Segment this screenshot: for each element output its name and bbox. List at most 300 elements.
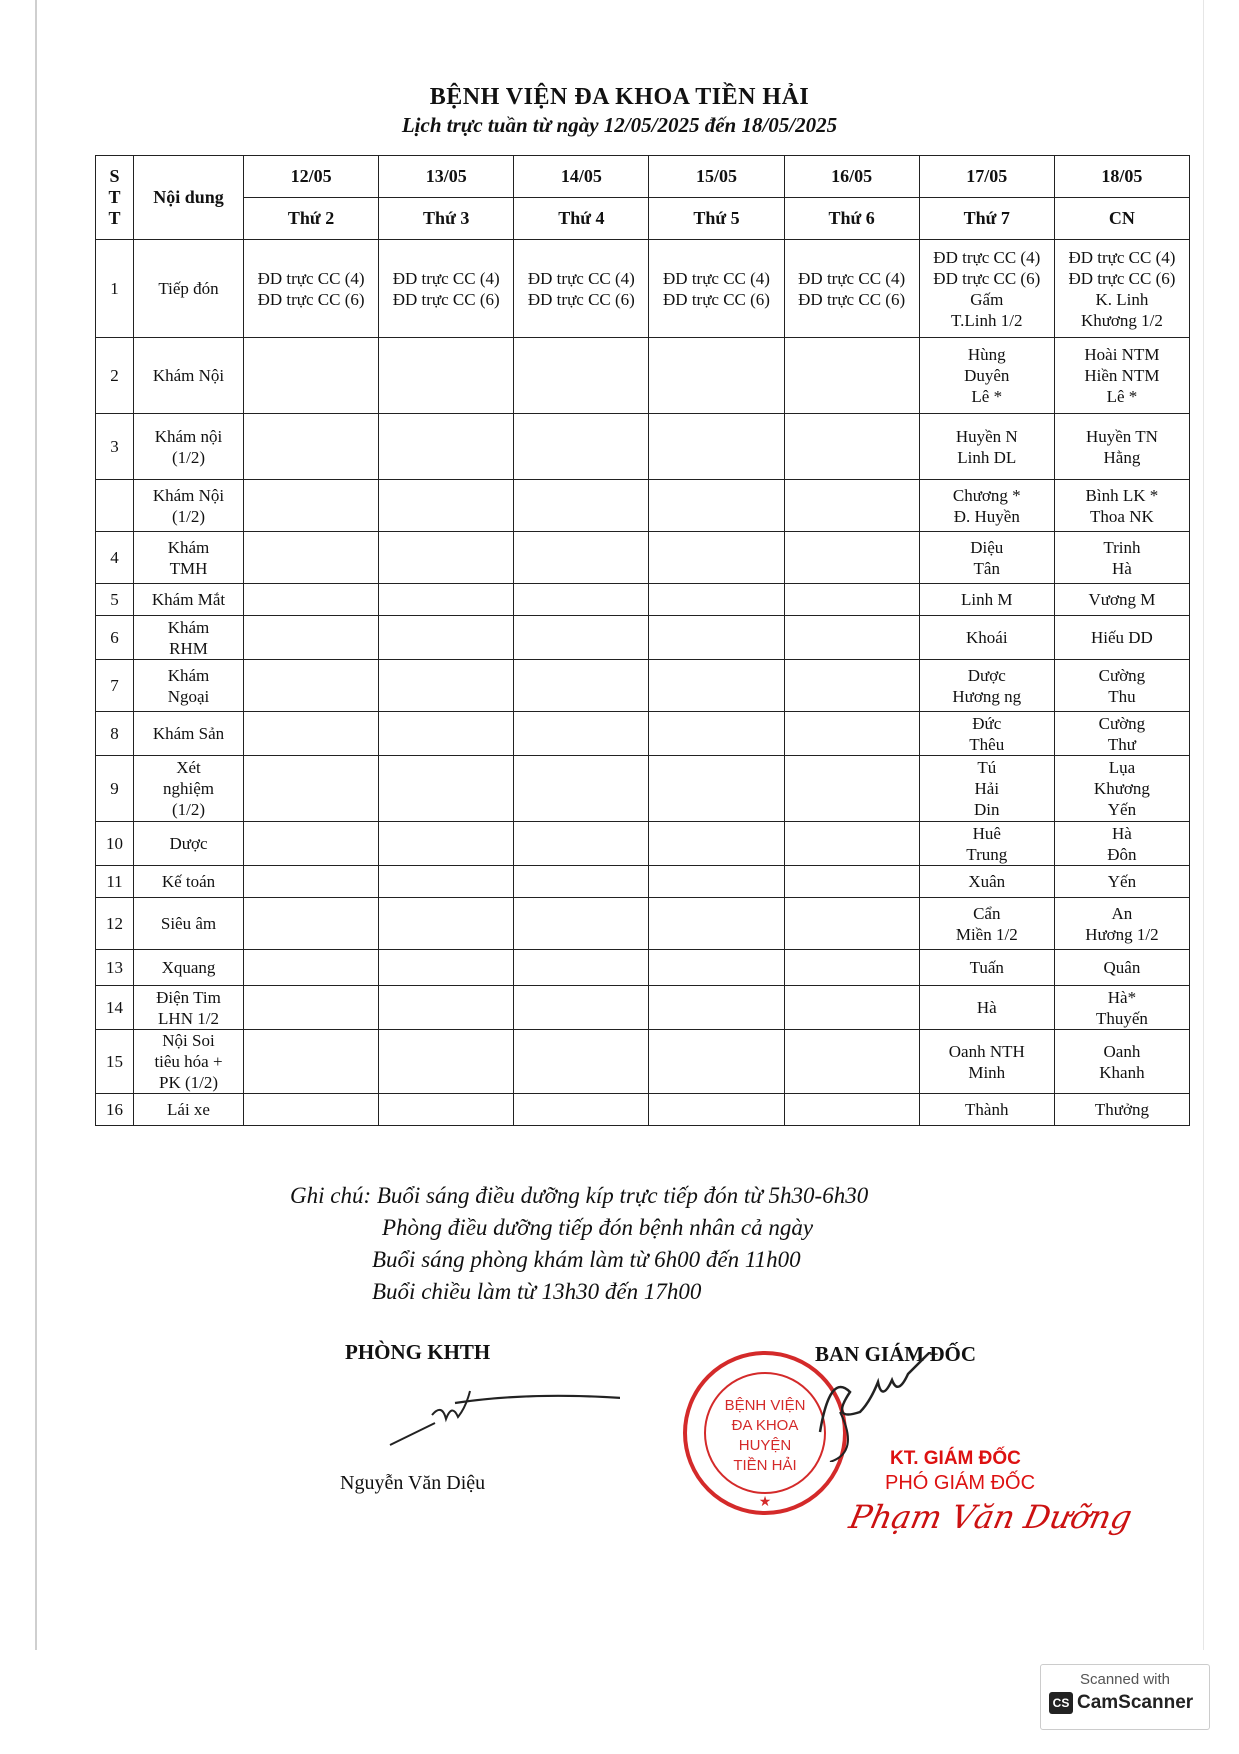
duty-cell: [244, 986, 379, 1030]
svg-text:ĐA KHOA: ĐA KHOA: [731, 1417, 799, 1434]
duty-name: Cường: [1098, 665, 1146, 685]
duty-cell: [514, 660, 649, 712]
duty-name: Gấm: [970, 289, 1004, 309]
duty-cell: [784, 822, 919, 866]
duty-cell: [379, 950, 514, 986]
note-line: Buổi sáng phòng khám làm từ 6h00 đến 11h00: [372, 1247, 801, 1272]
table-row: [96, 616, 1190, 660]
content-line: Khám Nội: [152, 366, 225, 385]
duty-cell: [1054, 866, 1189, 898]
duty-cell: [244, 240, 379, 338]
duty-cell: [919, 616, 1054, 660]
duty-cell: [244, 866, 379, 898]
duty-name: Huyền N: [955, 426, 1018, 446]
duty-cell: [1054, 822, 1189, 866]
document-header: [0, 84, 1239, 138]
content-cell: [134, 1094, 244, 1126]
page-edge: [35, 0, 37, 1650]
duty-cell: [649, 616, 784, 660]
duty-name: Hải: [974, 779, 1000, 798]
stt-cell: 2: [96, 338, 134, 414]
date-header: 16/05: [784, 156, 919, 198]
duty-name: Hoài NTM: [1084, 345, 1160, 364]
duty-name: Duyên: [964, 366, 1010, 385]
duty-cell: [1054, 712, 1189, 756]
duty-name: Quân: [1103, 958, 1141, 977]
content-cell: [134, 950, 244, 986]
date-header: 12/05: [244, 156, 379, 198]
svg-text:TIỀN HẢI: TIỀN HẢI: [733, 1457, 797, 1474]
duty-cell: [784, 866, 919, 898]
table-row: [96, 822, 1190, 866]
left-signature-icon: [380, 1385, 620, 1460]
duty-name: Xuân: [968, 872, 1006, 891]
date-header: 15/05: [649, 156, 784, 198]
table-row: [96, 950, 1190, 986]
content-header: Nội dung: [134, 156, 244, 240]
duty-cell: [784, 712, 919, 756]
duty-cell: [919, 1030, 1054, 1094]
duty-name: Thoa NK: [1090, 506, 1154, 526]
duty-name: Tân: [973, 558, 1000, 578]
duty-cell: [379, 414, 514, 480]
duty-name: Thu: [1108, 686, 1136, 706]
content-line: nghiệm: [163, 779, 214, 798]
duty-cell: [784, 756, 919, 822]
stt-cell: 14: [96, 986, 134, 1030]
svg-text:HUYỆN: HUYỆN: [738, 1437, 792, 1454]
duty-cell: [244, 414, 379, 480]
stt-cell: 12: [96, 898, 134, 950]
duty-cell: [379, 1094, 514, 1126]
duty-name: Huyền TN: [1085, 426, 1158, 446]
duty-cell: [649, 240, 784, 338]
duty-cell: [514, 822, 649, 866]
content-line: Tiếp đón: [158, 279, 219, 298]
content-line: tiêu hóa +: [154, 1052, 223, 1071]
content-cell: [134, 986, 244, 1030]
duty-name: Huê: [972, 823, 1001, 843]
table-row: [96, 712, 1190, 756]
svg-text:★: ★: [758, 1495, 772, 1510]
duty-cell: [514, 1094, 649, 1126]
duty-cell: [919, 986, 1054, 1030]
duty-cell: [244, 532, 379, 584]
duty-name: Thành: [965, 1100, 1009, 1119]
duty-cell: [784, 338, 919, 414]
duty-name: Miền 1/2: [955, 924, 1018, 944]
content-line: RHM: [169, 638, 208, 658]
duty-cell: [1054, 480, 1189, 532]
duty-cell: [1054, 1030, 1189, 1094]
duty-name: ĐD trực CC (6): [1068, 268, 1176, 288]
content-line: TMH: [169, 558, 208, 578]
stt-cell: 4: [96, 532, 134, 584]
duty-cell: [379, 660, 514, 712]
duty-cell: [649, 480, 784, 532]
duty-cell: [784, 986, 919, 1030]
content-line: Khám Sản: [152, 724, 225, 743]
duty-cell: [514, 1030, 649, 1094]
stt-header: S T T: [96, 156, 134, 240]
content-line: (1/2): [171, 447, 206, 467]
duty-cell: [784, 532, 919, 584]
table-row: [96, 1094, 1190, 1126]
duty-cell: [784, 616, 919, 660]
content-line: Xét: [176, 758, 201, 777]
duty-name: Hùng: [967, 345, 1006, 364]
duty-cell: [919, 338, 1054, 414]
content-line: Khám Mắt: [151, 590, 226, 609]
duty-cell: [919, 1094, 1054, 1126]
content-line: Lái xe: [167, 1100, 210, 1119]
duty-cell: [244, 338, 379, 414]
table-row: [96, 240, 1190, 338]
duty-name: Dược: [967, 665, 1006, 685]
duty-cell: [379, 712, 514, 756]
duty-cell: [784, 660, 919, 712]
content-line: Ngoại: [167, 686, 210, 706]
duty-name: ĐD trực CC (6): [933, 268, 1041, 288]
duty-cell: [1054, 532, 1189, 584]
duty-name: Lê *: [1106, 387, 1138, 406]
duty-cell: [1054, 660, 1189, 712]
duty-name: Trung: [966, 844, 1008, 864]
duty-name: Tuấn: [969, 958, 1004, 977]
duty-cell: [919, 660, 1054, 712]
duty-cell: [1054, 240, 1189, 338]
duty-name: Khanh: [1099, 1062, 1145, 1082]
duty-cell: [514, 240, 649, 338]
duty-cell: [379, 756, 514, 822]
duty-name: ĐD trực CC (6): [527, 289, 635, 309]
duty-cell: [919, 584, 1054, 616]
duty-name: ĐD trực CC (6): [392, 289, 500, 309]
content-cell: [134, 866, 244, 898]
duty-cell: [784, 480, 919, 532]
duty-cell: [379, 1030, 514, 1094]
duty-cell: [649, 532, 784, 584]
duty-cell: [379, 866, 514, 898]
duty-name: Hà: [1112, 823, 1132, 843]
content-cell: [134, 660, 244, 712]
duty-cell: [649, 866, 784, 898]
duty-name: Hương ng: [952, 686, 1022, 706]
duty-name: Hiền NTM: [1084, 366, 1160, 385]
duty-name: ĐD trực CC (6): [257, 289, 365, 309]
stt-cell: 1: [96, 240, 134, 338]
director-kt-title: KT. GIÁM ĐỐC: [890, 1448, 1021, 1469]
left-signer-name: Nguyễn Văn Diệu: [340, 1472, 486, 1494]
duty-cell: [919, 898, 1054, 950]
duty-cell: [379, 480, 514, 532]
right-signature-title: BAN GIÁM ĐỐC: [815, 1342, 976, 1366]
duty-cell: [1054, 756, 1189, 822]
duty-name: Khoái: [966, 628, 1008, 647]
content-line: Khám nội: [154, 426, 223, 446]
stt-cell: 9: [96, 756, 134, 822]
duty-name: ĐD trực CC (4): [1068, 247, 1176, 267]
duty-cell: [1054, 986, 1189, 1030]
duty-cell: [649, 414, 784, 480]
duty-cell: [919, 712, 1054, 756]
stt-cell: 16: [96, 1094, 134, 1126]
duty-name: Hà: [1112, 558, 1132, 578]
content-line: LHN 1/2: [158, 1008, 219, 1028]
table-row: [96, 660, 1190, 712]
duty-cell: [649, 338, 784, 414]
duty-cell: [919, 480, 1054, 532]
content-line: Kế toán: [161, 872, 216, 891]
duty-cell: [379, 532, 514, 584]
duty-cell: [244, 756, 379, 822]
duty-cell: [244, 584, 379, 616]
duty-cell: [244, 950, 379, 986]
duty-cell: [784, 898, 919, 950]
duty-name: Lụa: [1108, 758, 1136, 777]
date-header: 17/05: [919, 156, 1054, 198]
duty-name: Cường: [1098, 713, 1146, 733]
duty-cell: [919, 866, 1054, 898]
hospital-title: BỆNH VIỆN ĐA KHOA TIỀN HẢI: [429, 84, 810, 110]
duty-name: Oanh NTH: [948, 1041, 1025, 1061]
content-cell: [134, 480, 244, 532]
notes-block: [290, 1180, 868, 1308]
duty-name: An: [1111, 903, 1133, 923]
stt-cell: 15: [96, 1030, 134, 1094]
duty-cell: [244, 898, 379, 950]
stt-cell: 3: [96, 414, 134, 480]
date-header: 13/05: [379, 156, 514, 198]
duty-cell: [649, 822, 784, 866]
duty-name: ĐD trực CC (4): [257, 268, 365, 288]
content-cell: [134, 756, 244, 822]
duty-name: Linh M: [961, 590, 1013, 609]
duty-cell: [1054, 338, 1189, 414]
stt-cell: [96, 480, 134, 532]
stt-cell: 8: [96, 712, 134, 756]
duty-name: ĐD trực CC (4): [392, 268, 500, 288]
duty-cell: [649, 950, 784, 986]
duty-cell: [244, 616, 379, 660]
duty-name: Đ. Huyền: [953, 506, 1020, 526]
scanner-name: CamScanner: [1077, 1692, 1194, 1713]
weekday-header: Thứ 6: [784, 198, 919, 240]
duty-cell: [1054, 414, 1189, 480]
duty-cell: [649, 712, 784, 756]
weekday-header: Thứ 2: [244, 198, 379, 240]
duty-name: Trinh: [1103, 537, 1141, 557]
duty-cell: [379, 584, 514, 616]
duty-name: Thưởng: [1094, 1100, 1149, 1119]
duty-name: Yến: [1107, 800, 1137, 819]
duty-name: Khương 1/2: [1080, 310, 1163, 330]
weekday-header: Thứ 7: [919, 198, 1054, 240]
schedule-subtitle: Lịch trực tuần từ ngày 12/05/2025 đến 18/05/2025: [401, 113, 838, 137]
content-cell: [134, 898, 244, 950]
duty-name: Linh DL: [957, 447, 1017, 467]
duty-cell: [649, 1094, 784, 1126]
duty-cell: [1054, 1094, 1189, 1126]
duty-cell: [514, 480, 649, 532]
duty-cell: [784, 414, 919, 480]
content-cell: [134, 240, 244, 338]
content-line: Xquang: [161, 958, 216, 977]
svg-text:BỆNH VIỆN: BỆNH VIỆN: [724, 1397, 806, 1414]
duty-cell: [379, 240, 514, 338]
table-row: [96, 532, 1190, 584]
content-cell: [134, 532, 244, 584]
duty-name: Thư: [1107, 734, 1136, 754]
content-cell: [134, 712, 244, 756]
stt-cell: 11: [96, 866, 134, 898]
content-line: Khám Nội: [152, 485, 225, 505]
stt-cell: 7: [96, 660, 134, 712]
duty-name: Tú: [977, 758, 997, 777]
table-row: [96, 480, 1190, 532]
duty-cell: [244, 1094, 379, 1126]
duty-name: ĐD trực CC (4): [798, 268, 906, 288]
weekday-header: Thứ 4: [514, 198, 649, 240]
duty-cell: [379, 616, 514, 660]
table-row: [96, 756, 1190, 822]
schedule-body: [96, 240, 1190, 1126]
duty-cell: [649, 986, 784, 1030]
duty-cell: [919, 240, 1054, 338]
left-signature-title: PHÒNG KHTH: [345, 1340, 491, 1364]
duty-cell: [379, 898, 514, 950]
duty-cell: [649, 584, 784, 616]
duty-cell: [919, 414, 1054, 480]
duty-cell: [784, 240, 919, 338]
duty-name: Yến: [1107, 872, 1137, 891]
duty-cell: [649, 898, 784, 950]
note-line: Buổi chiều làm từ 13h30 đến 17h00: [372, 1279, 702, 1304]
duty-cell: [784, 584, 919, 616]
duty-name: Đức: [972, 713, 1002, 733]
date-header: 18/05: [1054, 156, 1189, 198]
director-signature-icon: [800, 1352, 960, 1462]
camscanner-logo-icon: CS: [1049, 1692, 1073, 1714]
content-line: Điện Tim: [156, 987, 221, 1007]
duty-name: Hằng: [1103, 447, 1141, 467]
duty-name: K. Linh: [1095, 289, 1149, 309]
duty-cell: [514, 584, 649, 616]
duty-cell: [1054, 950, 1189, 986]
duty-cell: [514, 338, 649, 414]
duty-name: Hương 1/2: [1085, 924, 1159, 944]
duty-cell: [649, 660, 784, 712]
duty-schedule-table: [95, 155, 1190, 1126]
table-row: [96, 584, 1190, 616]
date-header: 14/05: [514, 156, 649, 198]
duty-name: Din: [974, 800, 1000, 819]
duty-cell: [514, 950, 649, 986]
duty-cell: [784, 950, 919, 986]
table-row: [96, 338, 1190, 414]
duty-name: ĐD trực CC (4): [663, 268, 770, 288]
duty-cell: [244, 480, 379, 532]
content-line: PK (1/2): [158, 1073, 219, 1092]
table-row: [96, 1030, 1190, 1094]
weekday-header: Thứ 3: [379, 198, 514, 240]
duty-cell: [514, 712, 649, 756]
duty-cell: [649, 756, 784, 822]
duty-cell: [514, 986, 649, 1030]
director-role: PHÓ GIÁM ĐỐC: [885, 1472, 1036, 1494]
duty-name: ĐD trực CC (6): [663, 289, 770, 309]
duty-cell: [514, 866, 649, 898]
duty-cell: [379, 986, 514, 1030]
note-line: Ghi chú: Buổi sáng điều dưỡng kíp trực tiếp đón từ 5h30-6h30: [290, 1183, 869, 1208]
duty-cell: [379, 822, 514, 866]
duty-name: T.Linh 1/2: [951, 310, 1023, 330]
duty-name: Đôn: [1107, 844, 1137, 864]
stt-cell: 6: [96, 616, 134, 660]
duty-cell: [244, 822, 379, 866]
duty-name: Diệu: [970, 537, 1004, 557]
duty-cell: [1054, 584, 1189, 616]
duty-name: Thêu: [969, 734, 1005, 754]
scanner-caption: Scanned with: [1079, 1671, 1171, 1688]
duty-name: ĐD trực CC (4): [933, 247, 1041, 267]
duty-name: Hiếu DD: [1090, 628, 1153, 647]
content-cell: [134, 1030, 244, 1094]
note-line: Phòng điều dưỡng tiếp đón bệnh nhân cả ngày: [382, 1215, 814, 1240]
duty-cell: [784, 1030, 919, 1094]
duty-name: Bình LK *: [1085, 485, 1159, 505]
content-line: Khám: [167, 665, 210, 685]
duty-name: Vương M: [1088, 590, 1156, 609]
duty-cell: [379, 338, 514, 414]
duty-name: Khương: [1093, 779, 1150, 798]
stt-cell: 13: [96, 950, 134, 986]
content-line: Siêu âm: [160, 914, 217, 933]
duty-cell: [514, 532, 649, 584]
page-edge: [1203, 0, 1204, 1650]
stt-cell: 10: [96, 822, 134, 866]
duty-cell: [514, 756, 649, 822]
duty-name: ĐD trực CC (4): [527, 268, 635, 288]
table-row: [96, 414, 1190, 480]
duty-cell: [919, 822, 1054, 866]
duty-cell: [919, 950, 1054, 986]
weekday-header: CN: [1054, 198, 1189, 240]
content-line: (1/2): [171, 800, 206, 819]
duty-name: Chương *: [952, 485, 1021, 505]
director-name: Phạm Văn Dưỡng: [845, 1498, 1136, 1536]
duty-cell: [1054, 616, 1189, 660]
duty-name: Lê *: [971, 387, 1003, 406]
duty-cell: [514, 898, 649, 950]
content-cell: [134, 414, 244, 480]
content-line: Khám: [167, 617, 210, 637]
table-row: [96, 986, 1190, 1030]
weekday-header: Thứ 5: [649, 198, 784, 240]
duty-cell: [919, 756, 1054, 822]
content-cell: [134, 616, 244, 660]
content-cell: [134, 822, 244, 866]
duty-cell: [514, 414, 649, 480]
content-cell: [134, 338, 244, 414]
duty-cell: [649, 1030, 784, 1094]
content-line: Khám: [167, 537, 210, 557]
duty-name: Oanh: [1103, 1041, 1141, 1061]
duty-name: Hà: [976, 998, 997, 1017]
content-cell: [134, 584, 244, 616]
duty-cell: [784, 1094, 919, 1126]
stt-cell: 5: [96, 584, 134, 616]
